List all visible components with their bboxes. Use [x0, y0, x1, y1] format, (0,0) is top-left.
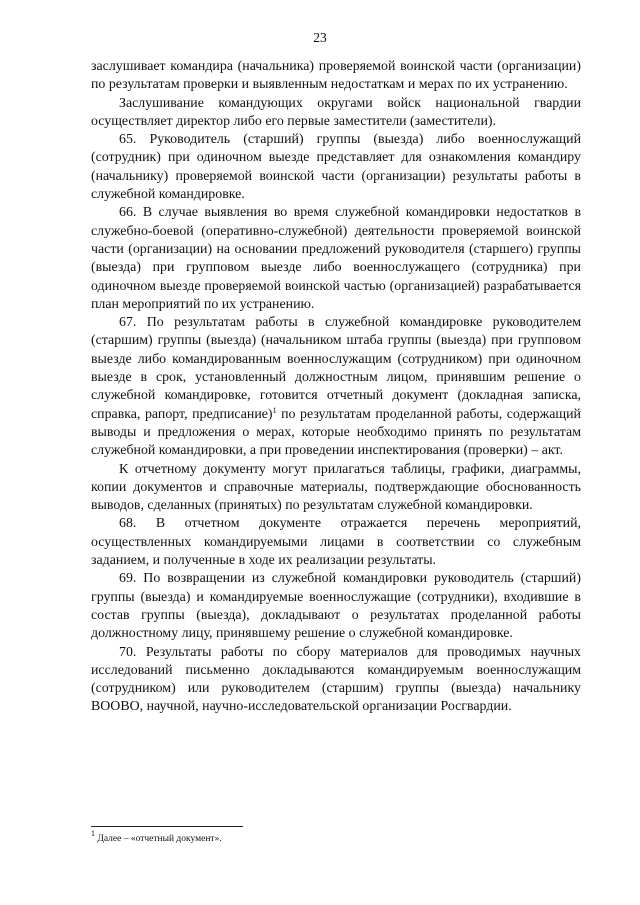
paragraph-67-part1: 67. По результатам работы в служебной командировке руководителем (старшим) группы (выезда) (начальником штаба группы (выезда) при групповом выезде либо командированным военнослужащим (сотрудником) при одиночном выезде в срок, установленный должностным лицом, принявшим решение о служебной командировке, готовится отчетный документ (докладная записка, справка, рапорт, предписание) [91, 315, 581, 422]
paragraph-68: 68. В отчетном документе отражается перечень мероприятий, осуществленных командируемыми лицами в соответствии со служебным заданием, и полученные в ходе их реализации результаты. [91, 516, 581, 569]
paragraph-69: 69. По возвращении из служебной командировки руководитель (старший) группы (выезда) и командируемые военнослужащие (сотрудники), входившие в состав группы (выезда), докладывают о результатах проделанной работы должностному лицу, принявшему решение о служебной командировке. [91, 571, 581, 642]
paragraph-65: 65. Руководитель (старший) группы (выезда) либо военнослужащий (сотрудник) при одиночном выезде представляет для ознакомления командиру (начальнику) проверяемой воинской части (организации) результаты работы в служебной командировке. [91, 132, 581, 203]
footnote-separator [91, 826, 243, 827]
page-number: 23 [313, 30, 327, 45]
footnote-marker: 1 [91, 829, 95, 838]
footnote [91, 829, 581, 845]
paragraph-hearing: Заслушивание командующих округами войск национальной гвардии осуществляет директор либо его первые заместители (заместители). [91, 95, 581, 129]
paragraph-67 [91, 314, 581, 460]
paragraph-66: 66. В случае выявления во время служебной командировки недостатков в служебно-боевой (оперативно-служебной) деятельности проверяемой воинской части (организации) на основании предложений руководителя (старшего) группы (выезда) при групповом выезде либо военнослужащего (сотрудника) при одиночном выезде проверяемой воинской частью (организацией) разрабатывается план мероприятий по их устранению. [91, 205, 581, 312]
paragraph-67-part2: по результатам проделанной работы, содержащий выводы и предложения о мерах, которые необходимо принять по результатам служебной командировки, а при проведении инспектирования (проверки) – акт. [91, 406, 581, 459]
document-body [91, 58, 581, 717]
paragraph-attachments: К отчетному документу могут прилагаться таблицы, графики, диаграммы, копии документов и справочные материалы, подтверждающие обоснованность выводов, сделанных (принятых) по результатам служебной командировки. [91, 461, 581, 514]
paragraph-70: 70. Результаты работы по сбору материалов для проводимых научных исследований письменно докладываются командируемым военнослужащим (сотрудником) или руководителем (старшим) группы (выезда) начальнику ВООВО, научной, научно-исследовательской организации Росгвардии. [91, 644, 581, 715]
footnote-text: Далее – «отчетный документ». [97, 834, 222, 844]
paragraph-continuation: заслушивает командира (начальника) проверяемой воинской части (организации) по результатам проверки и выявленным недостаткам и мерах по их устранению. [91, 59, 581, 93]
footnote-reference: 1 [272, 405, 277, 415]
